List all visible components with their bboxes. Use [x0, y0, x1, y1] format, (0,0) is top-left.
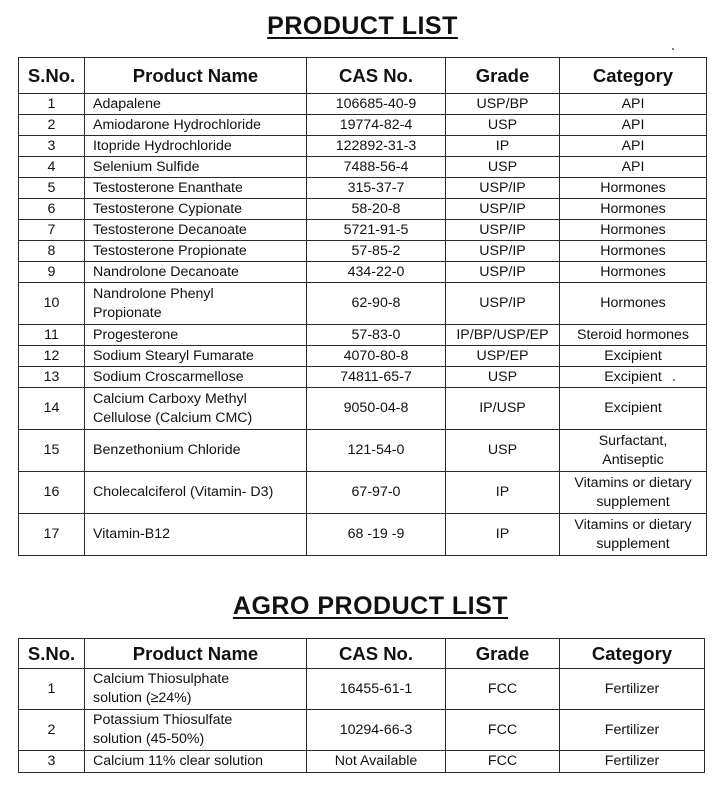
cell-category [560, 136, 707, 157]
agro-product-list-body [19, 669, 705, 773]
cell-cas-no: 57-83-0 [307, 325, 446, 346]
cell-sno: 9 [19, 262, 85, 283]
cell-grade: USP/IP [446, 283, 560, 325]
agro-product-list-title-text: AGRO PRODUCT LIST [232, 592, 509, 620]
cell-category [560, 710, 705, 751]
cell-cas-no: Not Available [307, 751, 446, 773]
cell-category [560, 751, 705, 773]
category-line: API [621, 137, 645, 154]
category-line: API [621, 95, 645, 112]
product-list-header-row [19, 58, 707, 94]
cell-cas-no: 7488-56-4 [307, 157, 446, 178]
cell-category [560, 241, 707, 262]
product-name-line: Testosterone Propionate [93, 242, 247, 259]
cell-cas-no: 106685-40-9 [307, 94, 446, 115]
table-row [19, 199, 707, 220]
category-line: Surfactant, [598, 432, 668, 449]
cell-cas-no: 4070-80-8 [307, 346, 446, 367]
cell-sno: 6 [19, 199, 85, 220]
cell-product-name [85, 178, 307, 199]
header-category: Category [560, 58, 707, 94]
agro-list-header-row [19, 639, 705, 669]
cell-sno: 1 [19, 94, 85, 115]
cell-product-name [85, 514, 307, 556]
cell-sno: 2 [19, 710, 85, 751]
category-line: Fertilizer [604, 721, 660, 738]
cell-sno: 15 [19, 430, 85, 472]
table-row [19, 325, 707, 346]
category-line: supplement [596, 493, 670, 510]
cell-grade: IP [446, 514, 560, 556]
cell-grade: FCC [446, 710, 560, 751]
table-row [19, 346, 707, 367]
cell-product-name [85, 367, 307, 388]
cell-product-name [85, 669, 307, 710]
cell-category [560, 262, 707, 283]
scan-speck [672, 48, 674, 50]
header-product-name: Product Name [85, 58, 307, 94]
agro-header-cas-no: CAS No. [307, 639, 446, 669]
product-name-line: Nandrolone Phenyl [93, 285, 214, 302]
table-row [19, 430, 707, 472]
product-name-line: Testosterone Cypionate [93, 200, 243, 217]
cell-sno: 16 [19, 472, 85, 514]
table-row [19, 472, 707, 514]
cell-product-name [85, 262, 307, 283]
product-name-line: Progesterone [93, 326, 179, 343]
product-name-line: Calcium 11% clear solution [93, 753, 264, 769]
product-name-line: Itopride Hydrochloride [93, 137, 232, 154]
table-row [19, 136, 707, 157]
table-row [19, 751, 705, 773]
product-name-line: Cellulose (Calcium CMC) [93, 409, 253, 426]
category-line: Fertilizer [604, 680, 660, 697]
category-line: API [621, 158, 645, 175]
product-name-line: Nandrolone Decanoate [93, 263, 239, 280]
cell-cas-no: 121-54-0 [307, 430, 446, 472]
cell-product-name [85, 751, 307, 773]
cell-category [560, 430, 707, 472]
cell-grade: USP/IP [446, 262, 560, 283]
product-name-line: Sodium Stearyl Fumarate [93, 347, 254, 364]
cell-category [560, 94, 707, 115]
header-sno: S.No. [19, 58, 85, 94]
cell-sno: 17 [19, 514, 85, 556]
product-name-line: Testosterone Enanthate [93, 179, 243, 196]
category-line: Vitamins or dietary [574, 516, 692, 533]
table-row [19, 514, 707, 556]
cell-category [560, 157, 707, 178]
cell-grade: USP [446, 115, 560, 136]
product-list-body [19, 94, 707, 556]
product-name-line: Vitamin-B12 [93, 526, 171, 542]
table-row [19, 367, 707, 388]
cell-sno: 10 [19, 283, 85, 325]
cell-category [560, 388, 707, 430]
cell-grade: USP/EP [446, 346, 560, 367]
category-line: Antiseptic [602, 451, 664, 468]
product-name-line: Cholecalciferol (Vitamin- D3) [93, 484, 274, 500]
table-row [19, 115, 707, 136]
category-line: Excipient [604, 347, 662, 364]
category-line: supplement [596, 535, 670, 552]
product-name-line: Selenium Sulfide [93, 158, 200, 175]
category-line: Hormones [600, 263, 666, 280]
cell-sno: 11 [19, 325, 85, 346]
product-name-line: Calcium Thiosulphate [93, 671, 230, 687]
product-name-line: Sodium Croscarmellose [93, 368, 244, 385]
cell-cas-no: 74811-65-7 [307, 367, 446, 388]
category-line: Fertilizer [604, 753, 660, 769]
cell-product-name [85, 710, 307, 751]
cell-product-name [85, 472, 307, 514]
product-list-title-text: PRODUCT LIST [267, 12, 458, 40]
cell-grade: IP [446, 472, 560, 514]
cell-category [560, 514, 707, 556]
table-row [19, 157, 707, 178]
product-list-table [18, 57, 707, 556]
cell-cas-no: 315-37-7 [307, 178, 446, 199]
product-name-line: Potassium Thiosulfate [93, 712, 233, 728]
cell-product-name [85, 346, 307, 367]
cell-product-name [85, 283, 307, 325]
cell-category [560, 178, 707, 199]
table-row [19, 178, 707, 199]
product-name-line: Adapalene [93, 95, 161, 112]
cell-product-name [85, 388, 307, 430]
agro-header-product-name: Product Name [85, 639, 307, 669]
cell-product-name [85, 220, 307, 241]
cell-cas-no: 58-20-8 [307, 199, 446, 220]
agro-header-sno: S.No. [19, 639, 85, 669]
table-row [19, 669, 705, 710]
cell-cas-no: 67-97-0 [307, 472, 446, 514]
cell-sno: 5 [19, 178, 85, 199]
cell-product-name [85, 199, 307, 220]
product-name-line: solution (45-50%) [93, 731, 205, 747]
cell-sno: 2 [19, 115, 85, 136]
table-row [19, 283, 707, 325]
cell-category [560, 325, 707, 346]
cell-sno: 8 [19, 241, 85, 262]
cell-grade: USP [446, 157, 560, 178]
cell-cas-no: 5721-91-5 [307, 220, 446, 241]
cell-category [560, 669, 705, 710]
agro-product-list-title [10, 592, 721, 621]
category-line: Excipient [604, 368, 662, 385]
cell-sno: 3 [19, 136, 85, 157]
cell-category [560, 367, 707, 388]
category-line: Hormones [600, 295, 666, 311]
cell-grade: FCC [446, 669, 560, 710]
cell-grade: USP/BP [446, 94, 560, 115]
cell-sno: 4 [19, 157, 85, 178]
cell-grade: IP [446, 136, 560, 157]
cell-grade: IP/USP [446, 388, 560, 430]
category-line: Vitamins or dietary [574, 474, 692, 491]
cell-cas-no: 16455-61-1 [307, 669, 446, 710]
table-row [19, 262, 707, 283]
product-name-line: Calcium Carboxy Methyl [93, 390, 247, 407]
cell-cas-no: 434-22-0 [307, 262, 446, 283]
cell-product-name [85, 157, 307, 178]
table-row [19, 220, 707, 241]
category-line: Hormones [600, 242, 666, 259]
cell-category [560, 115, 707, 136]
category-line: Steroid hormones [577, 326, 689, 343]
cell-product-name [85, 325, 307, 346]
header-grade: Grade [446, 58, 560, 94]
table-row [19, 710, 705, 751]
cell-sno: 1 [19, 669, 85, 710]
category-line: Hormones [600, 200, 666, 217]
cell-grade: IP/BP/USP/EP [446, 325, 560, 346]
cell-cas-no: 19774-82-4 [307, 115, 446, 136]
cell-grade: USP/IP [446, 178, 560, 199]
cell-grade: USP/IP [446, 241, 560, 262]
cell-product-name [85, 115, 307, 136]
product-name-line: Amiodarone Hydrochloride [93, 116, 261, 133]
cell-sno: 3 [19, 751, 85, 773]
table-row [19, 241, 707, 262]
cell-sno: 7 [19, 220, 85, 241]
cell-category [560, 472, 707, 514]
cell-cas-no: 68 -19 -9 [307, 514, 446, 556]
cell-category [560, 346, 707, 367]
header-cas-no: CAS No. [307, 58, 446, 94]
agro-product-list-table [18, 638, 705, 773]
product-name-line: Benzethonium Chloride [93, 442, 241, 458]
cell-category [560, 220, 707, 241]
category-line: Excipient [604, 400, 662, 416]
cell-sno: 12 [19, 346, 85, 367]
table-row [19, 94, 707, 115]
cell-product-name [85, 430, 307, 472]
cell-category [560, 199, 707, 220]
cell-cas-no: 10294-66-3 [307, 710, 446, 751]
cell-grade: USP/IP [446, 220, 560, 241]
cell-category [560, 283, 707, 325]
category-line: API [621, 116, 645, 133]
table-row [19, 388, 707, 430]
cell-grade: USP [446, 367, 560, 388]
cell-cas-no: 122892-31-3 [307, 136, 446, 157]
category-line: Hormones [600, 221, 666, 238]
cell-cas-no: 62-90-8 [307, 283, 446, 325]
cell-sno: 14 [19, 388, 85, 430]
cell-grade: FCC [446, 751, 560, 773]
cell-cas-no: 57-85-2 [307, 241, 446, 262]
cell-product-name [85, 136, 307, 157]
cell-cas-no: 9050-04-8 [307, 388, 446, 430]
cell-product-name [85, 241, 307, 262]
cell-sno: 13 [19, 367, 85, 388]
product-name-line: solution (≥24%) [93, 690, 192, 706]
agro-header-grade: Grade [446, 639, 560, 669]
cell-grade: USP/IP [446, 199, 560, 220]
cell-grade: USP [446, 430, 560, 472]
cell-product-name [85, 94, 307, 115]
product-name-line: Propionate [93, 304, 162, 321]
product-list-title [2, 12, 721, 41]
category-line: Hormones [600, 179, 666, 196]
agro-header-category: Category [560, 639, 705, 669]
product-name-line: Testosterone Decanoate [93, 221, 247, 238]
scan-speck [673, 379, 675, 381]
